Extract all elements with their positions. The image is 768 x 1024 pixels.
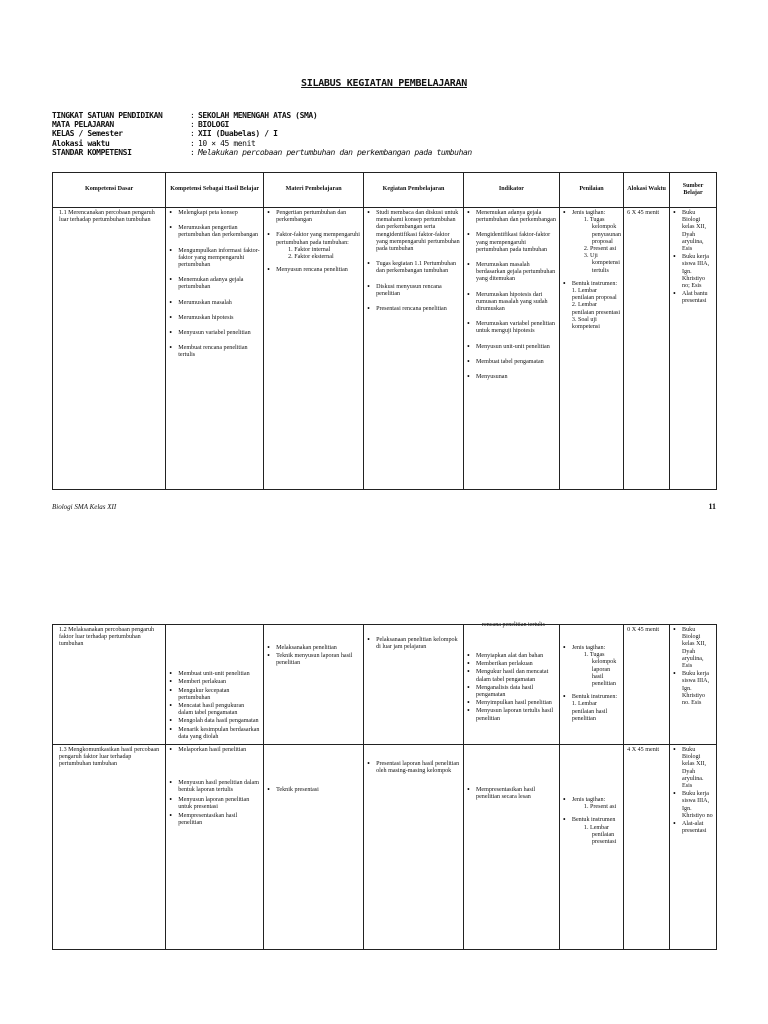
list-item: • Buku Biologi kelas XII, Dyah aryulina, Esis: [673, 627, 713, 670]
list-item: • Alat-alat presentasi: [673, 821, 713, 835]
list-item: • Mengukur kecepatan pertumbuhan: [169, 688, 260, 702]
list-item: • Pelaksanaan penelitian kelompok di luar jam pelajaran: [367, 637, 460, 651]
sumber-cell: [670, 745, 717, 950]
materi-cell: [264, 745, 364, 950]
list-item: • Presentasi rencana penelitian: [367, 306, 460, 313]
footer-book-title: Biologi SMA Kelas XII: [52, 503, 117, 511]
materi-cell: [264, 208, 364, 490]
list-item: • Jenis tagihan: 1. Tugas kelompok laporan hasil penelitian: [563, 645, 620, 688]
list-item: • Studi membaca dan diskusi untuk memahami konsep pertumbuhan dan perkembangan serta mengidentifikasi faktor-faktor yang mempengaruhi pertumbuhan pada tumbuhan: [367, 210, 460, 253]
sumber-cell: [670, 625, 717, 745]
list-item: • Mempresentasikan hasil penelitian: [169, 813, 260, 827]
list-item: • Menganalisis data hasil pengamatan: [467, 685, 556, 699]
list-item: • Menyimpulkan hasil penelitian: [467, 700, 556, 707]
list-item: • Menyusunan: [467, 374, 556, 381]
list-item: • Melaporkan hasil penelitian: [169, 747, 260, 754]
list-item: • Mengolah data hasil pengamatan: [169, 718, 260, 725]
table-row: [53, 745, 717, 950]
list-item: • Buku kerja siswa IIIA, Ign. Khristiyo no: [673, 791, 713, 820]
list-item: • Menemukan adanya gejala pertumbuhan dan perkembangan: [467, 210, 556, 224]
kompetensi-dasar-cell: 1.1 Merencanakan percobaan pengaruh luar terhadap pertumbuhan tumbuhan: [53, 208, 166, 490]
penilaian-cell: [559, 625, 623, 745]
meta-row-class: KELAS / Semester : XII (Duabelas) / I: [52, 129, 278, 139]
list-item: • Memberi perlakuan: [169, 679, 260, 686]
list-item: • Mengumpulkan informasi faktor-faktor yang mempengaruhi pertumbuhan: [169, 248, 260, 270]
list-item: • Merumuskan masalah: [169, 300, 260, 307]
indikator-cell: [464, 745, 560, 950]
list-item: • Buku kerja siswa IIIA, Ign. Khristiyo no; Esis: [673, 254, 713, 290]
kshb-cell: [166, 745, 264, 950]
table-header-row: [53, 173, 717, 208]
list-item: • Menyusun variabel penelitian: [169, 330, 260, 337]
list-item: • Presentasi laporan hasil penelitian oleh masing-masing kelompok: [367, 761, 460, 775]
col-header: Penilaian: [559, 173, 623, 208]
list-item: • Tugas kegiatan 1.1 Pertumbuhan dan perkembangan tumbuhan: [367, 261, 460, 275]
syllabus-table-page1: [52, 172, 717, 490]
kompetensi-dasar-cell: 1.3 Mengkomunikasikan hasil percobaan pengaruh faktor luar terhadap pertumbuhan tumbuhan: [53, 745, 166, 950]
materi-cell: [264, 625, 364, 745]
col-header: Kompetensi Sebagai Hasil Belajar: [166, 173, 264, 208]
header-meta: [52, 111, 472, 157]
footer-page-number: 11: [708, 502, 716, 511]
list-item: • Buku Biologi kelas XII, Dyah aryulina, Esis: [673, 210, 713, 253]
list-item: • Menyusun hasil penelitian dalam bentuk laporan tertulis: [169, 780, 260, 794]
meta-row-school: TINGKAT SATUAN PENDIDIKAN : SEKOLAH MENENGAH ATAS (SMA): [52, 111, 318, 120]
table-row: [53, 208, 717, 490]
indikator-cell: [464, 625, 560, 745]
list-item: • Bentuk instrumen 1. Lembar penilaian presentasi: [563, 817, 620, 846]
list-item: • Teknik presentasi: [267, 787, 360, 794]
list-item: • Mengukur hasil dan mencatat dalam tabel pengamatan: [467, 669, 556, 683]
list-item: • Memberikan perlakuan: [467, 661, 556, 668]
list-item: • Membuat unit-unit penelitian: [169, 671, 260, 678]
col-header: Kompetensi Dasar: [53, 173, 166, 208]
list-item: • Mempresentasikan hasil penelitian secara lesan: [467, 787, 556, 801]
list-item: • Faktor-faktor yang mempengaruhi pertumbuhan pada tumbuhan: 1. Faktor internal 2. Faktor eksternal: [267, 232, 360, 261]
alokasi-cell: 6 X 45 menit: [624, 208, 670, 490]
kshb-cell: [166, 208, 264, 490]
list-item: • Melengkapi peta konsep: [169, 210, 260, 217]
sumber-cell: [670, 208, 717, 490]
list-item: • Pengertian pertumbuhan dan perkembangan: [267, 210, 360, 224]
list-item: • Jenis tagihan: 1. Tugas kelompok penyusunan proposal 2. Present asi 3. Uji kompetensi tertulis: [563, 210, 620, 275]
continued-text: rencana penelitian tertulis: [482, 622, 545, 628]
kegiatan-cell: [364, 745, 464, 950]
list-item: • Mencatat hasil pengukuran dalam tabel pengamatan: [169, 703, 260, 717]
syllabus-table-page2: [52, 624, 717, 950]
kegiatan-cell: [364, 625, 464, 745]
penilaian-cell: [559, 208, 623, 490]
list-item: • Jenis tagihan: 1. Present asi: [563, 797, 620, 811]
list-item: • Merumuskan pengertian pertumbuhan dan perkembangan: [169, 225, 260, 239]
list-item: • Melaksanakan penelitian: [267, 645, 360, 652]
list-item: • Menyusun laporan penelitian untuk presentasi: [169, 797, 260, 811]
list-item: • Membuat rencana penelitian tertulis: [169, 345, 260, 359]
indikator-cell: [464, 208, 560, 490]
meta-row-time: Alokasi waktu : 10 × 45 menit: [52, 138, 256, 148]
col-header: Materi Pembelajaran: [264, 173, 364, 208]
col-header: Indikator: [464, 173, 560, 208]
list-item: • Menemukan adanya gejala pertumbuhan: [169, 277, 260, 291]
kompetensi-dasar-cell: 1.2 Melaksanakan percobaan pengaruh faktor luar terhadap pertumbuhan tumbuhan: [53, 625, 166, 745]
col-header: Kegiatan Pembelajaran: [364, 173, 464, 208]
list-item: • Menarik kesimpulan berdasarkan data yang diolah: [169, 727, 260, 741]
kshb-cell: [166, 625, 264, 745]
penilaian-cell: [559, 745, 623, 950]
col-header: Alokasi Waktu: [624, 173, 670, 208]
list-item: • Menyusun rencana penelitian: [267, 267, 360, 274]
list-item: • Bentuk instrumen: 1. Lembar penilaian proposal 2. Lembar penilaian presentasi 3. Soal uji kompetensi: [563, 281, 620, 331]
alokasi-cell: 0 X 45 menit: [624, 625, 670, 745]
list-item: • Merumuskan hipotesis dari rumusan masalah yang sudah dirumuskan: [467, 292, 556, 314]
list-item: • Merumuskan masalah berdasarkan gejala pertumbuhan yang ditemukan: [467, 262, 556, 284]
list-item: • Diskusi menyusun rencana penelitian: [367, 284, 460, 298]
list-item: • Alat bantu presentasi: [673, 291, 713, 305]
alokasi-cell: 4 X 45 menit: [624, 745, 670, 950]
list-item: • Buku kerja siswa IIIA, Ign. Khristiyo no. Esis: [673, 671, 713, 707]
kegiatan-cell: [364, 208, 464, 490]
list-item: • Bentuk instrumen: 1. Lembar penilaian hasil penelitian: [563, 694, 620, 723]
list-item: • Menyusun laporan tertulis hasil penelitian: [467, 708, 556, 722]
list-item: • Membuat tabel pengamatan: [467, 359, 556, 366]
list-item: • Menyiapkan alat dan bahan: [467, 653, 556, 660]
list-item: • Merumuskan hipotesis: [169, 315, 260, 322]
list-item: • Teknik menyusun laporan hasil penelitian: [267, 653, 360, 667]
list-item: • Merumuskan variabel penelitian untuk menguji hipotesis: [467, 321, 556, 335]
page-title: SILABUS KEGIATAN PEMBELAJARAN: [301, 78, 467, 89]
col-header: Sumber Belajar: [670, 173, 717, 208]
list-item: • Mengidentifikasi faktor-faktor yang mempengaruhi pertumbuhan pada tumbuhan: [467, 232, 556, 254]
meta-row-subject: MATA PELAJARAN : BIOLOGI: [52, 120, 229, 130]
list-item: • Buku Biologi kelas XII, Dyah aryulina. Esis: [673, 747, 713, 790]
meta-row-competence: STANDAR KOMPETENSI : Melakukan percobaan pertumbuhan dan perkembangan pada tumbuhan: [52, 147, 472, 157]
list-item: • Menyusun unit-unit penelitian: [467, 344, 556, 351]
table-row: [53, 625, 717, 745]
